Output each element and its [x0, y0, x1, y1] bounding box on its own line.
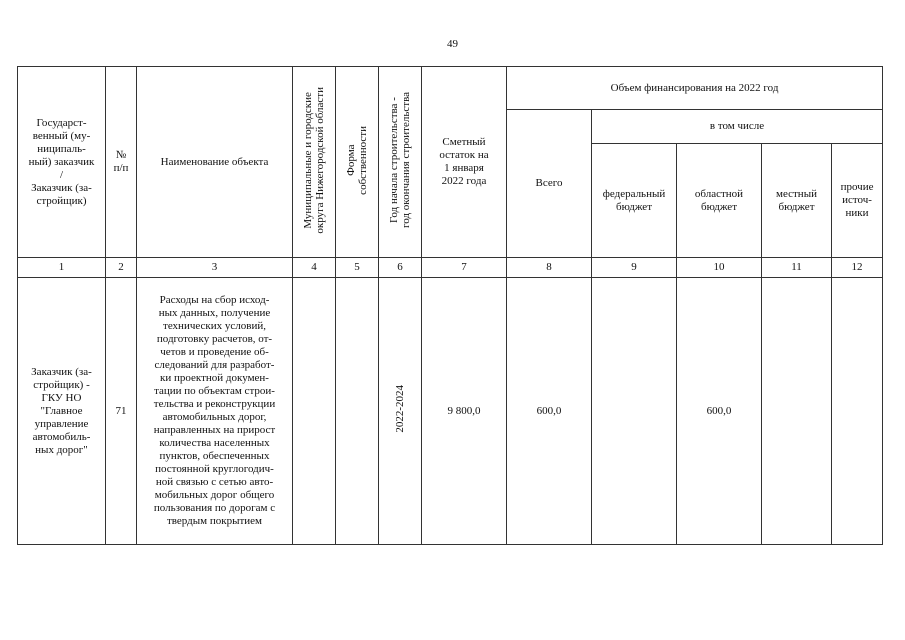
column-number: 6 [379, 258, 422, 278]
column-number: 7 [422, 258, 507, 278]
header-municipality-cell [293, 67, 336, 258]
financing-table [17, 66, 883, 545]
page-number: 49 [447, 38, 458, 50]
cell-number: 71 [106, 278, 137, 545]
cell-ownership [336, 278, 379, 545]
cell-estimate: 9 800,0 [422, 278, 507, 545]
cell-object-name: Расходы на сбор исход- ных данных, получение технических условий, подготовку расчетов, от- четов и проведение об- следований для разработ- ки проектной докумен- тации по объектам строи- тельства и реконструкции автомобильных дорог, направленных на прирост количества населенных пунктов, обеспеченных постоянной круглогодич- ной связью с сетью авто- мобильных дорог общего пользования по дорогам с твердым покрытием [137, 278, 293, 545]
header-customer: Государст- венный (му- ниципаль- ный) заказчик / Заказчик (за- стройщик) [18, 67, 106, 258]
cell-years: 2022-2024 [394, 385, 406, 433]
column-number: 8 [507, 258, 592, 278]
cell-federal [592, 278, 677, 545]
column-number: 4 [293, 258, 336, 278]
column-number: 9 [592, 258, 677, 278]
cell-regional: 600,0 [677, 278, 762, 545]
cell-total: 600,0 [507, 278, 592, 545]
header-federal: федеральный бюджет [592, 144, 677, 258]
column-number: 11 [762, 258, 832, 278]
column-number: 5 [336, 258, 379, 278]
header-number: № п/п [106, 67, 137, 258]
header-ownership: Форма собственности [345, 125, 369, 195]
header-years: Год начала строительства - год окончания строительства [388, 92, 412, 228]
column-number: 12 [832, 258, 883, 278]
header-municipality: Муниципальные и городские округа Нижегородской области [302, 86, 326, 234]
header-object-name: Наименование объекта [137, 67, 293, 258]
cell-municipality [293, 278, 336, 545]
cell-local [762, 278, 832, 545]
header-estimate: Сметный остаток на 1 января 2022 года [422, 67, 507, 258]
header-other: прочие источ- ники [832, 144, 883, 258]
cell-years-cell [379, 278, 422, 545]
column-number: 10 [677, 258, 762, 278]
header-row-1 [18, 67, 883, 110]
header-funding-group: Объем финансирования на 2022 год [507, 67, 883, 110]
column-number-row [18, 258, 883, 278]
header-including: в том числе [592, 110, 883, 144]
column-number: 3 [137, 258, 293, 278]
column-number: 1 [18, 258, 106, 278]
header-regional: областной бюджет [677, 144, 762, 258]
header-local: местный бюджет [762, 144, 832, 258]
header-total: Всего [507, 110, 592, 258]
cell-customer: Заказчик (за- стройщик) - ГКУ НО "Главное управление автомобиль- ных дорог" [18, 278, 106, 545]
column-number: 2 [106, 258, 137, 278]
cell-other [832, 278, 883, 545]
header-years-cell [379, 67, 422, 258]
table-row [18, 278, 883, 545]
header-ownership-cell [336, 67, 379, 258]
